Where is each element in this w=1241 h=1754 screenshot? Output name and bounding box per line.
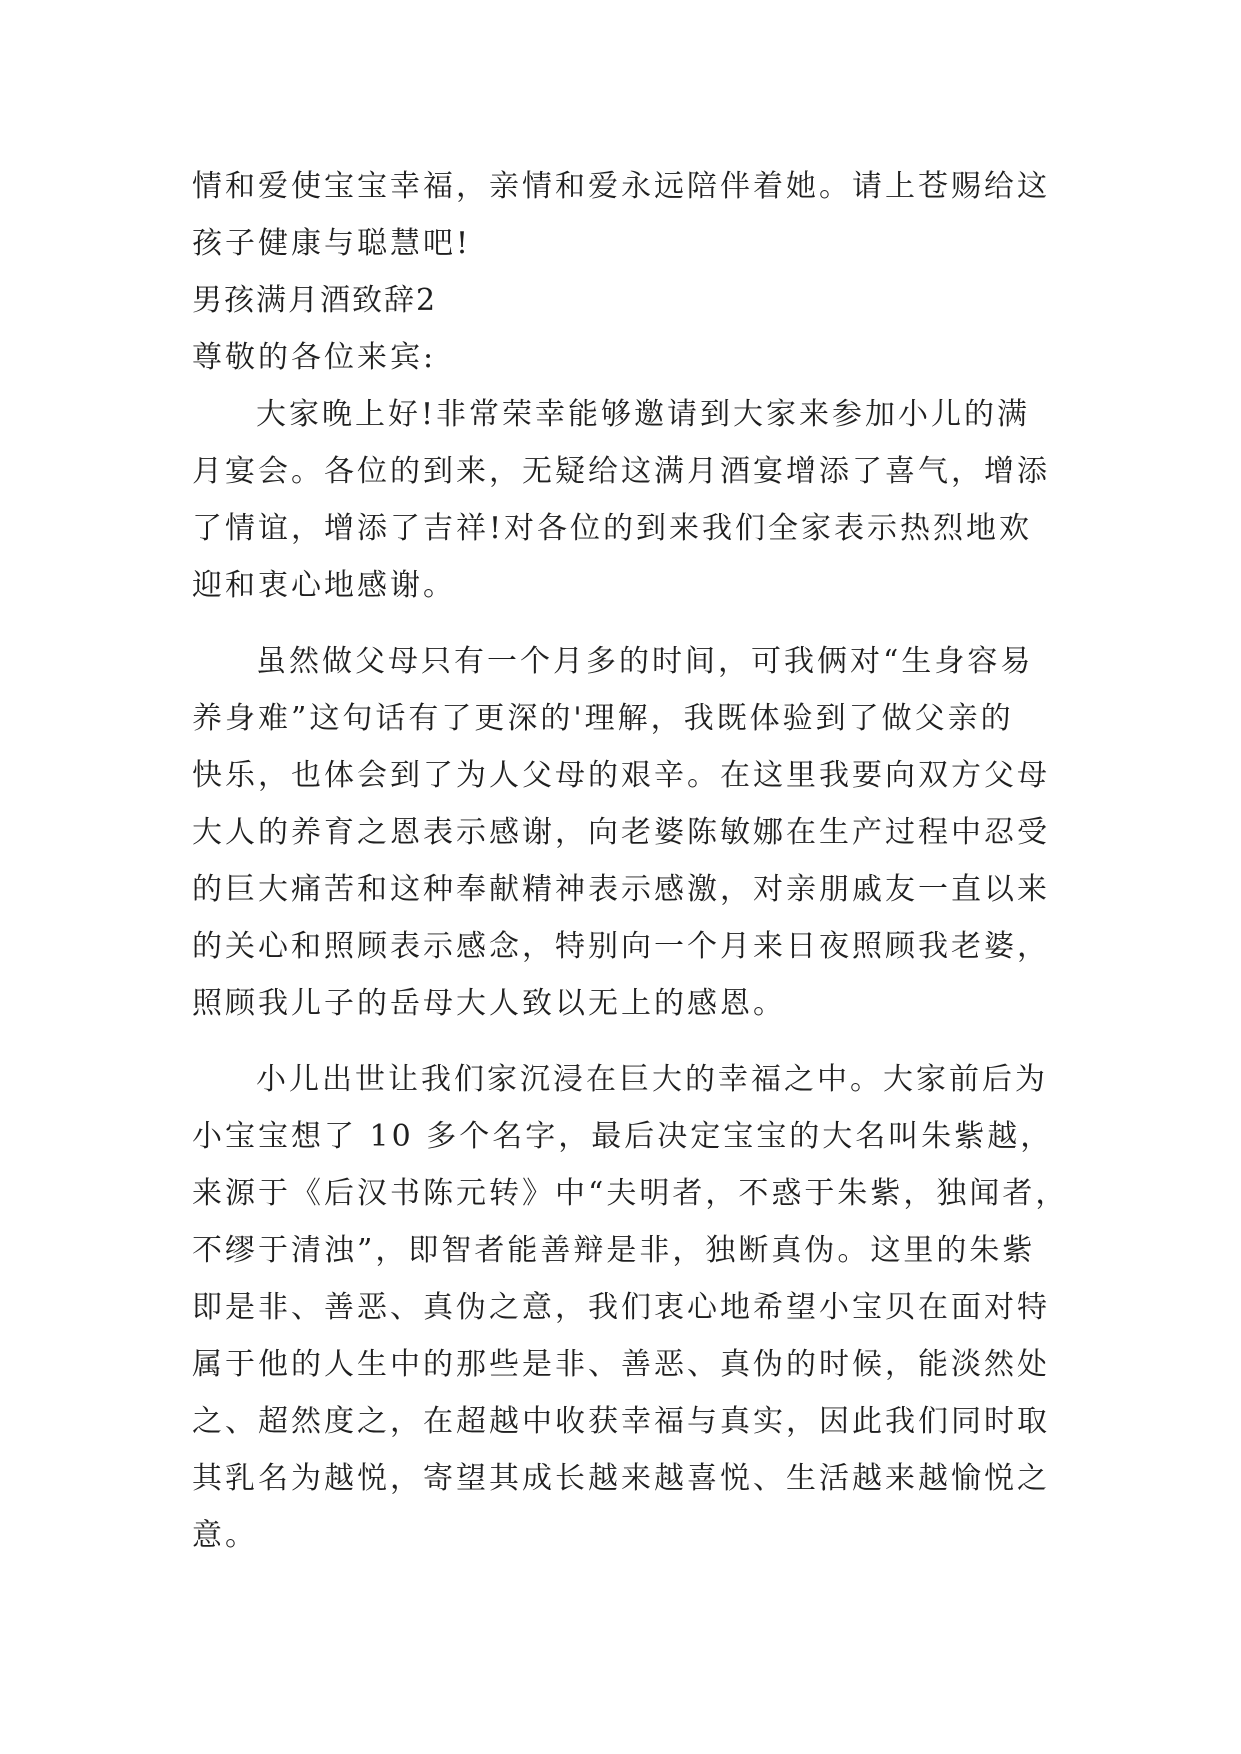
text-line: 属于他的人生中的那些是非、善恶、真伪的时候，能淡然处 bbox=[192, 1347, 1050, 1382]
text-line: 的巨大痛苦和这种奉献精神表示感激，对亲朋戚友一直以来 bbox=[192, 872, 1050, 907]
text-line: 孩子健康与聪慧吧! bbox=[192, 226, 472, 261]
text-line: 快乐，也体会到了为人父母的艰辛。在这里我要向双方父母 bbox=[192, 758, 1050, 793]
section-title: 男孩满月酒致辞2 bbox=[192, 283, 438, 318]
text-line: 意。 bbox=[192, 1518, 258, 1553]
text-line: 来源于《后汉书陈元转》中“夫明者，不惑于朱紫，独闻者， bbox=[192, 1176, 1069, 1211]
text-line: 大家晚上好!非常荣幸能够邀请到大家来参加小儿的满 bbox=[256, 397, 1031, 432]
text-line: 不缪于清浊”，即智者能善辩是非，独断真伪。这里的朱紫 bbox=[192, 1233, 1036, 1268]
paragraph-spacing bbox=[192, 614, 1052, 633]
text-line: 情和爱使宝宝幸福，亲情和爱永远陪伴着她。请上苍赐给这 bbox=[192, 169, 1050, 204]
text-line: 养身难”这句话有了更深的'理解，我既体验到了做父亲的 bbox=[192, 701, 1014, 736]
paragraph-spacing bbox=[192, 1032, 1052, 1051]
text-line: 即是非、善恶、真伪之意，我们衷心地希望小宝贝在面对特 bbox=[192, 1290, 1050, 1325]
text-line: 的关心和照顾表示感念，特别向一个月来日夜照顾我老婆， bbox=[192, 929, 1050, 964]
paragraph bbox=[192, 386, 1052, 614]
text-line: 其乳名为越悦，寄望其成长越来越喜悦、生活越来越愉悦之 bbox=[192, 1461, 1050, 1496]
text-line: 大人的养育之恩表示感谢，向老婆陈敏娜在生产过程中忍受 bbox=[192, 815, 1050, 850]
text-line: 虽然做父母只有一个月多的时间，可我俩对“生身容易 bbox=[256, 644, 1034, 679]
text-line: 了情谊，增添了吉祥!对各位的到来我们全家表示热烈地欢 bbox=[192, 511, 1033, 546]
salutation: 尊敬的各位来宾: bbox=[192, 340, 437, 375]
paragraph bbox=[192, 633, 1052, 1032]
text-line: 迎和衷心地感谢。 bbox=[192, 568, 456, 603]
text-line: 小儿出世让我们家沉浸在巨大的幸福之中。大家前后为 bbox=[256, 1062, 1048, 1097]
text-line: 月宴会。各位的到来，无疑给这满月酒宴增添了喜气，增添 bbox=[192, 454, 1050, 489]
text-line: 之、超然度之，在超越中收获幸福与真实，因此我们同时取 bbox=[192, 1404, 1050, 1439]
text-line: 照顾我儿子的岳母大人致以无上的感恩。 bbox=[192, 986, 786, 1021]
text-line: 小宝宝想了 10 多个名字，最后决定宝宝的大名叫朱紫越， bbox=[192, 1119, 1054, 1154]
paragraph bbox=[192, 1051, 1069, 1564]
document-body bbox=[192, 158, 1069, 1564]
